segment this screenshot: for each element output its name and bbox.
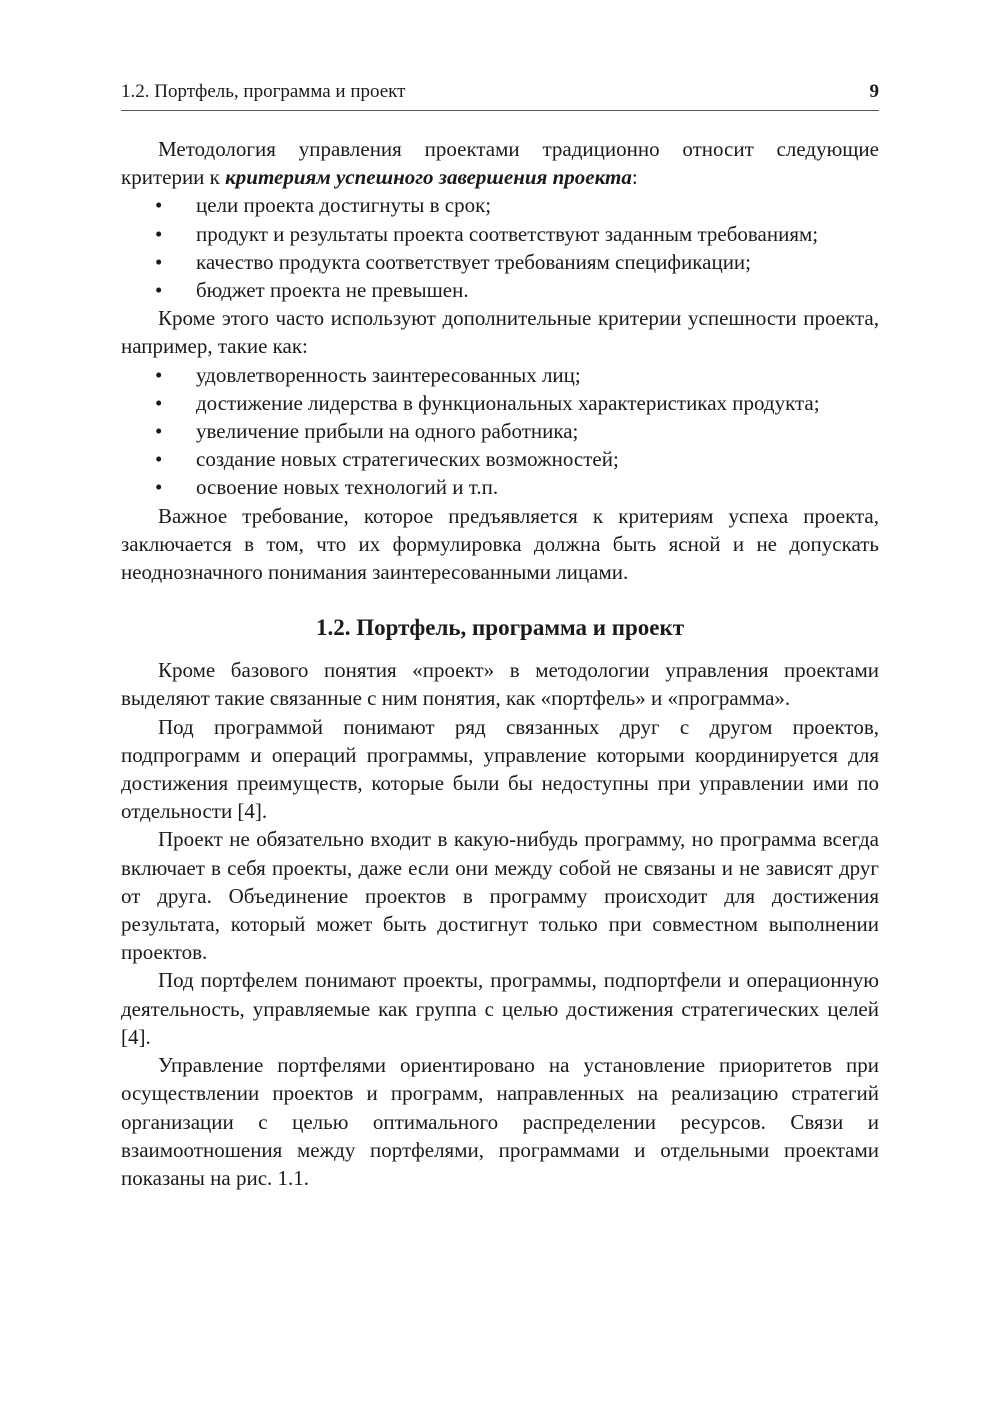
list-item: • удовлетворенность заинтересованных лиц; [121, 361, 879, 389]
additional-criteria-intro: Кроме этого часто используют дополнительные критерии успешности проекта, например, такие как: [121, 306, 879, 359]
body-text [121, 135, 879, 1192]
list-item: • бюджет проекта не превышен. [121, 276, 879, 304]
intro-tail: : [631, 165, 638, 190]
success-criteria-list [121, 191, 879, 304]
intro-emphasis: критериям успешного завершения проекта [225, 165, 632, 190]
section-paragraph: Под портфелем понимают проекты, программы, подпортфели и операционную деятельность, управляемые как группа с целью достижения стратегических целей [4]. [121, 968, 879, 1049]
list-item: • создание новых стратегических возможностей; [121, 445, 879, 473]
section-paragraph: Под программой понимают ряд связанных друг с другом проектов, подпрограмм и операций программы, управление которыми координируется для достижения преимуществ, которые были бы недоступны при управлении ими по отдельности [4]. [121, 714, 879, 824]
section-title: 1.2. Портфель, программа и проект [315, 615, 685, 641]
requirement-paragraph: Важное требование, которое предъявляется к критериям успеха проекта, заключается в том, что их формулировка должна быть ясной и не допускать неоднозначного понимания заинтересованными лицами. [121, 503, 879, 585]
section-paragraph: Управление портфелями ориентировано на установление приоритетов при осуществлении проектов и программ, направленных на реализацию стратегий организации с целью оптимального распределении ресурсов. Связи и взаимоотношения между портфелями, программами и отдельными проектами показаны на рис. 1.1. [121, 1053, 879, 1190]
running-title: 1.2. Портфель, программа и проект [121, 81, 406, 102]
intro-paragraph [121, 135, 879, 191]
list-item: • освоение новых технологий и т.п. [121, 473, 879, 501]
additional-criteria-list [121, 361, 879, 502]
list-item: • продукт и результаты проекта соответствуют заданным требованиям; [121, 220, 879, 248]
page-number: 9 [869, 81, 879, 102]
list-item: • цели проекта достигнуты в срок; [121, 191, 879, 219]
list-item: • достижение лидерства в функциональных характеристиках продукта; [121, 389, 879, 417]
intro-lead: Методология управления проектами традиционно относит следующие критерии к [121, 137, 879, 190]
running-header [121, 80, 879, 104]
list-item: • качество продукта соответствует требованиям спецификации; [121, 248, 879, 276]
header-rule [121, 110, 879, 111]
list-item: • увеличение прибыли на одного работника; [121, 417, 879, 445]
section-paragraph: Проект не обязательно входит в какую-нибудь программу, но программа всегда включает в себя проекты, даже если они между собой не связаны и не зависят друг от друга. Объединение проектов в программу происходит для достижения результата, который может быть достигнут только при совместном выполнении проектов. [121, 827, 879, 965]
section-paragraph: Кроме базового понятия «проект» в методологии управления проектами выделяют такие связанные с ним понятия, как «портфель» и «программа». [121, 658, 879, 711]
